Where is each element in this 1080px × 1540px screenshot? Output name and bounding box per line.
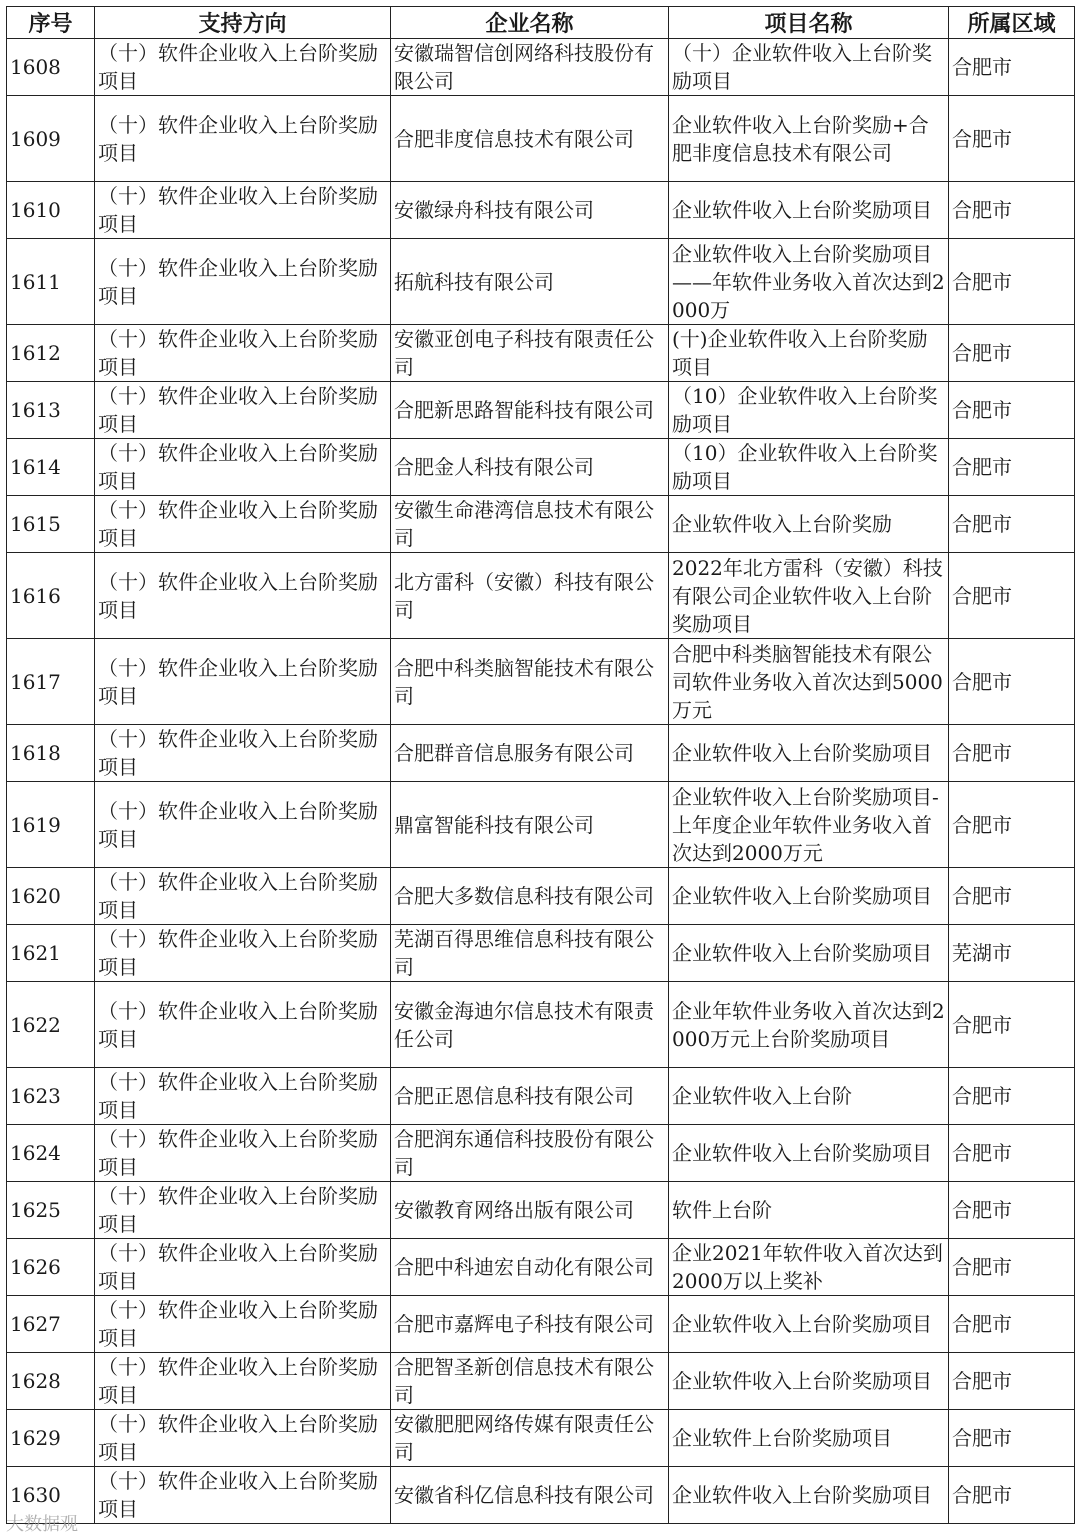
region-cell: 合肥市: [949, 239, 1075, 325]
support-direction-cell: （十）软件企业收入上台阶奖励项目: [95, 325, 391, 382]
project-name-cell: 企业软件收入上台阶奖励项目: [669, 1125, 949, 1182]
project-name-cell: 企业软件上台阶奖励项目: [669, 1410, 949, 1467]
company-name-cell: 安徽亚创电子科技有限责任公司: [391, 325, 669, 382]
project-name-cell: 合肥中科类脑智能技术有限公司软件业务收入首次达到5000万元: [669, 639, 949, 725]
company-name-cell: 安徽生命港湾信息技术有限公司: [391, 496, 669, 553]
company-name-cell: 芜湖百得思维信息科技有限公司: [391, 925, 669, 982]
project-name-cell: 企业软件收入上台阶奖励项目: [669, 1353, 949, 1410]
table-row: [7, 96, 1075, 182]
table-row: [7, 439, 1075, 496]
support-direction-cell: （十）软件企业收入上台阶奖励项目: [95, 982, 391, 1068]
project-name-cell: 企业软件收入上台阶奖励项目: [669, 1296, 949, 1353]
region-cell: 合肥市: [949, 496, 1075, 553]
table-row: [7, 1410, 1075, 1467]
project-name-cell: (十)企业软件收入上台阶奖励项目: [669, 325, 949, 382]
table-body: [7, 39, 1075, 1524]
row-number: 1622: [7, 982, 95, 1068]
region-cell: 合肥市: [949, 1296, 1075, 1353]
company-name-cell: 合肥智圣新创信息技术有限公司: [391, 1353, 669, 1410]
project-name-cell: 软件上台阶: [669, 1182, 949, 1239]
company-name-cell: 合肥大多数信息科技有限公司: [391, 868, 669, 925]
project-name-cell: 企业软件收入上台阶奖励项目: [669, 925, 949, 982]
project-name-cell: 企业软件收入上台阶奖励项目——年软件业务收入首次达到2000万: [669, 239, 949, 325]
support-direction-cell: （十）软件企业收入上台阶奖励项目: [95, 1239, 391, 1296]
row-number: 1611: [7, 239, 95, 325]
table-row: [7, 553, 1075, 639]
watermark: 大数据观: [6, 1514, 78, 1535]
table-row: [7, 925, 1075, 982]
project-name-cell: 企业软件收入上台阶奖励项目: [669, 725, 949, 782]
row-number: 1614: [7, 439, 95, 496]
company-name-cell: 安徽瑞智信创网络科技股份有限公司: [391, 39, 669, 96]
region-cell: 合肥市: [949, 39, 1075, 96]
table-row: [7, 1239, 1075, 1296]
company-name-cell: 合肥中科类脑智能技术有限公司: [391, 639, 669, 725]
project-name-cell: （10）企业软件收入上台阶奖励项目: [669, 382, 949, 439]
region-cell: 合肥市: [949, 639, 1075, 725]
row-number: 1612: [7, 325, 95, 382]
region-cell: 合肥市: [949, 982, 1075, 1068]
row-number: 1608: [7, 39, 95, 96]
row-number: 1617: [7, 639, 95, 725]
company-name-cell: 安徽教育网络出版有限公司: [391, 1182, 669, 1239]
row-number: 1610: [7, 182, 95, 239]
table-row: [7, 382, 1075, 439]
support-direction-cell: （十）软件企业收入上台阶奖励项目: [95, 1125, 391, 1182]
company-name-cell: 合肥金人科技有限公司: [391, 439, 669, 496]
table-row: [7, 496, 1075, 553]
support-direction-cell: （十）软件企业收入上台阶奖励项目: [95, 1068, 391, 1125]
project-name-cell: 企业软件收入上台阶奖励+合肥非度信息技术有限公司: [669, 96, 949, 182]
table-row: [7, 982, 1075, 1068]
row-number: 1629: [7, 1410, 95, 1467]
row-number: 1609: [7, 96, 95, 182]
company-name-cell: 合肥润东通信科技股份有限公司: [391, 1125, 669, 1182]
project-name-cell: 企业年软件业务收入首次达到2000万元上台阶奖励项目: [669, 982, 949, 1068]
table-row: [7, 782, 1075, 868]
row-number: 1616: [7, 553, 95, 639]
table-row: [7, 868, 1075, 925]
row-number: 1615: [7, 496, 95, 553]
region-cell: 合肥市: [949, 1410, 1075, 1467]
region-cell: 合肥市: [949, 725, 1075, 782]
support-direction-cell: （十）软件企业收入上台阶奖励项目: [95, 439, 391, 496]
support-direction-cell: （十）软件企业收入上台阶奖励项目: [95, 1353, 391, 1410]
project-name-cell: （10）企业软件收入上台阶奖励项目: [669, 439, 949, 496]
region-cell: 合肥市: [949, 1239, 1075, 1296]
support-direction-cell: （十）软件企业收入上台阶奖励项目: [95, 782, 391, 868]
table-row: [7, 182, 1075, 239]
support-direction-cell: （十）软件企业收入上台阶奖励项目: [95, 553, 391, 639]
support-direction-cell: （十）软件企业收入上台阶奖励项目: [95, 182, 391, 239]
table-row: [7, 39, 1075, 96]
region-cell: 合肥市: [949, 1353, 1075, 1410]
region-cell: 合肥市: [949, 382, 1075, 439]
row-number: 1621: [7, 925, 95, 982]
region-cell: 合肥市: [949, 1068, 1075, 1125]
header-direction: 支持方向: [95, 7, 391, 39]
region-cell: 合肥市: [949, 325, 1075, 382]
table-row: [7, 725, 1075, 782]
company-name-cell: 合肥市嘉辉电子科技有限公司: [391, 1296, 669, 1353]
row-number: 1628: [7, 1353, 95, 1410]
header-no: 序号: [7, 7, 95, 39]
row-number: 1630: [7, 1467, 95, 1524]
support-direction-cell: （十）软件企业收入上台阶奖励项目: [95, 1182, 391, 1239]
company-name-cell: 拓航科技有限公司: [391, 239, 669, 325]
support-direction-cell: （十）软件企业收入上台阶奖励项目: [95, 868, 391, 925]
region-cell: 合肥市: [949, 782, 1075, 868]
header-region: 所属区域: [949, 7, 1075, 39]
project-name-cell: 企业软件收入上台阶: [669, 1068, 949, 1125]
project-table: [6, 6, 1075, 1524]
project-name-cell: 企业软件收入上台阶奖励项目-上年度企业年软件业务收入首次达到2000万元: [669, 782, 949, 868]
table-row: [7, 1467, 1075, 1524]
support-direction-cell: （十）软件企业收入上台阶奖励项目: [95, 382, 391, 439]
table-row: [7, 325, 1075, 382]
company-name-cell: 安徽省科亿信息科技有限公司: [391, 1467, 669, 1524]
row-number: 1619: [7, 782, 95, 868]
project-name-cell: 企业2021年软件收入首次达到2000万以上奖补: [669, 1239, 949, 1296]
company-name-cell: 安徽金海迪尔信息技术有限责任公司: [391, 982, 669, 1068]
support-direction-cell: （十）软件企业收入上台阶奖励项目: [95, 725, 391, 782]
table-row: [7, 1125, 1075, 1182]
table-row: [7, 1182, 1075, 1239]
support-direction-cell: （十）软件企业收入上台阶奖励项目: [95, 39, 391, 96]
project-name-cell: （十）企业软件收入上台阶奖励项目: [669, 39, 949, 96]
project-name-cell: 企业软件收入上台阶奖励项目: [669, 182, 949, 239]
header-row: [7, 7, 1075, 39]
region-cell: 合肥市: [949, 868, 1075, 925]
region-cell: 合肥市: [949, 1467, 1075, 1524]
support-direction-cell: （十）软件企业收入上台阶奖励项目: [95, 239, 391, 325]
region-cell: 合肥市: [949, 1182, 1075, 1239]
row-number: 1613: [7, 382, 95, 439]
row-number: 1625: [7, 1182, 95, 1239]
row-number: 1618: [7, 725, 95, 782]
row-number: 1623: [7, 1068, 95, 1125]
company-name-cell: 合肥群音信息服务有限公司: [391, 725, 669, 782]
row-number: 1624: [7, 1125, 95, 1182]
row-number: 1620: [7, 868, 95, 925]
support-direction-cell: （十）软件企业收入上台阶奖励项目: [95, 1410, 391, 1467]
company-name-cell: 安徽肥肥网络传媒有限责任公司: [391, 1410, 669, 1467]
project-name-cell: 企业软件收入上台阶奖励项目: [669, 868, 949, 925]
table-row: [7, 1296, 1075, 1353]
table-row: [7, 239, 1075, 325]
company-name-cell: 鼎富智能科技有限公司: [391, 782, 669, 868]
project-name-cell: 企业软件收入上台阶奖励项目: [669, 1467, 949, 1524]
support-direction-cell: （十）软件企业收入上台阶奖励项目: [95, 1467, 391, 1524]
region-cell: 合肥市: [949, 182, 1075, 239]
row-number: 1627: [7, 1296, 95, 1353]
region-cell: 芜湖市: [949, 925, 1075, 982]
project-name-cell: 2022年北方雷科（安徽）科技有限公司企业软件收入上台阶奖励项目: [669, 553, 949, 639]
table-row: [7, 1068, 1075, 1125]
company-name-cell: 合肥非度信息技术有限公司: [391, 96, 669, 182]
table-row: [7, 1353, 1075, 1410]
company-name-cell: 合肥正恩信息科技有限公司: [391, 1068, 669, 1125]
company-name-cell: 安徽绿舟科技有限公司: [391, 182, 669, 239]
region-cell: 合肥市: [949, 1125, 1075, 1182]
region-cell: 合肥市: [949, 439, 1075, 496]
row-number: 1626: [7, 1239, 95, 1296]
support-direction-cell: （十）软件企业收入上台阶奖励项目: [95, 96, 391, 182]
support-direction-cell: （十）软件企业收入上台阶奖励项目: [95, 496, 391, 553]
header-company: 企业名称: [391, 7, 669, 39]
support-direction-cell: （十）软件企业收入上台阶奖励项目: [95, 925, 391, 982]
company-name-cell: 北方雷科（安徽）科技有限公司: [391, 553, 669, 639]
region-cell: 合肥市: [949, 96, 1075, 182]
project-name-cell: 企业软件收入上台阶奖励: [669, 496, 949, 553]
support-direction-cell: （十）软件企业收入上台阶奖励项目: [95, 639, 391, 725]
company-name-cell: 合肥中科迪宏自动化有限公司: [391, 1239, 669, 1296]
company-name-cell: 合肥新思路智能科技有限公司: [391, 382, 669, 439]
header-project: 项目名称: [669, 7, 949, 39]
support-direction-cell: （十）软件企业收入上台阶奖励项目: [95, 1296, 391, 1353]
region-cell: 合肥市: [949, 553, 1075, 639]
table-row: [7, 639, 1075, 725]
